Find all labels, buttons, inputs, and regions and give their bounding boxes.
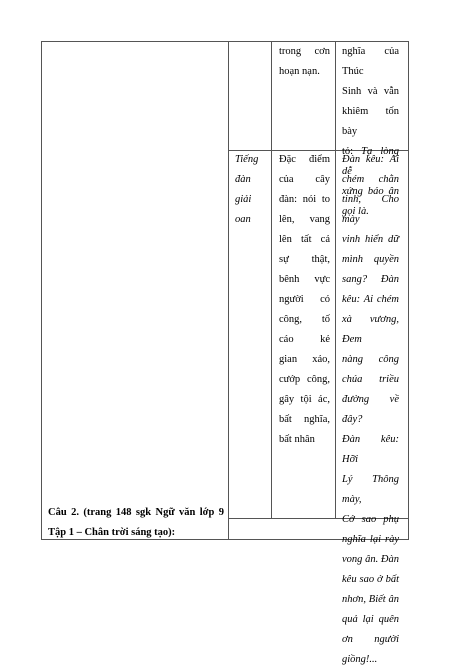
- row2-col3-cell: [342, 150, 399, 670]
- text-line: đường về đây?: [342, 394, 399, 425]
- text-line: xứng báo ân: [342, 186, 399, 197]
- text-line: chém chằn: [342, 174, 399, 185]
- text-line: ơn người: [342, 634, 399, 645]
- text-line: trong cơn: [279, 46, 330, 57]
- text-line: mình quyền: [342, 254, 399, 265]
- text-line: chúa triều: [342, 374, 399, 385]
- text-line: Sinh và vẫn: [342, 86, 399, 97]
- text-line: bất nghĩa,: [279, 414, 330, 425]
- text-line: nhơn, Biết ân: [342, 594, 399, 605]
- text-line: công, tố: [279, 314, 330, 325]
- text-line: bất nhân: [279, 434, 315, 445]
- text-line: đàn: [235, 174, 251, 185]
- text-line: lên tất cả: [279, 234, 330, 245]
- left-column: [42, 42, 229, 539]
- text-line: tinh, Cho mày: [342, 194, 399, 225]
- text-line: Đàn kêu: Hỡi: [342, 434, 399, 465]
- text-line: giồng!...: [342, 654, 378, 665]
- text-line: Tiếng: [235, 154, 259, 165]
- text-line: gian xảo,: [279, 354, 330, 365]
- column-divider-2: [335, 42, 336, 518]
- text-line: vong ân. Đàn: [342, 554, 399, 565]
- text-line: giải: [235, 194, 252, 205]
- text-line: người có: [279, 294, 330, 305]
- text-line: lên, vang: [279, 214, 330, 225]
- row2-col1-cell: [235, 150, 269, 230]
- text-line: gọi là.: [342, 206, 369, 217]
- text-line: quả lại quên: [342, 614, 399, 625]
- column-divider-1: [271, 42, 272, 518]
- text-line: vinh hiển dữ: [342, 234, 399, 245]
- text-line: oan: [235, 214, 251, 225]
- text-line: Lý Thông mày,: [342, 474, 399, 505]
- text-line: hoạn nạn.: [279, 66, 320, 77]
- text-line: Đàn kêu: Ai: [342, 154, 399, 165]
- text-span: Tạ lòng dễ: [342, 146, 399, 177]
- text-line: xà vương, Đem: [342, 314, 399, 345]
- outer-table: [41, 41, 409, 665]
- comparison-table: [229, 42, 408, 665]
- text-line: kêu sao ở bất: [342, 574, 399, 585]
- question-2-heading: Câu 2. (trang 148 sgk Ngữ văn lớp 9 Tập 1 – Chân trời sáng tạo):: [48, 507, 224, 538]
- text-line: cáo kẻ: [279, 334, 330, 345]
- row1-col2-cell: [279, 42, 330, 82]
- text-line: nghĩa lại rày: [342, 534, 399, 545]
- text-line: đàn: nói to: [279, 194, 330, 205]
- row2-col2-cell: [279, 150, 330, 450]
- text-line: khiêm tốn bày: [342, 106, 399, 137]
- text-line: kêu: Ai chém: [342, 294, 399, 305]
- text-line: của cây: [279, 174, 330, 185]
- text-line: sang? Đàn: [342, 274, 399, 285]
- text-line: sự thật,: [279, 254, 330, 265]
- text-line: Cớ sao phụ: [342, 514, 399, 525]
- text-line: Đặc điểm: [279, 154, 330, 165]
- text-line: nghĩa của Thúc: [342, 46, 399, 77]
- text-line: nàng công: [342, 354, 399, 365]
- text-line: cướp công,: [279, 374, 330, 385]
- text-span: tỏ:: [342, 146, 354, 157]
- text-line: bênh vực: [279, 274, 330, 285]
- text-line: gây tội ác,: [279, 394, 330, 405]
